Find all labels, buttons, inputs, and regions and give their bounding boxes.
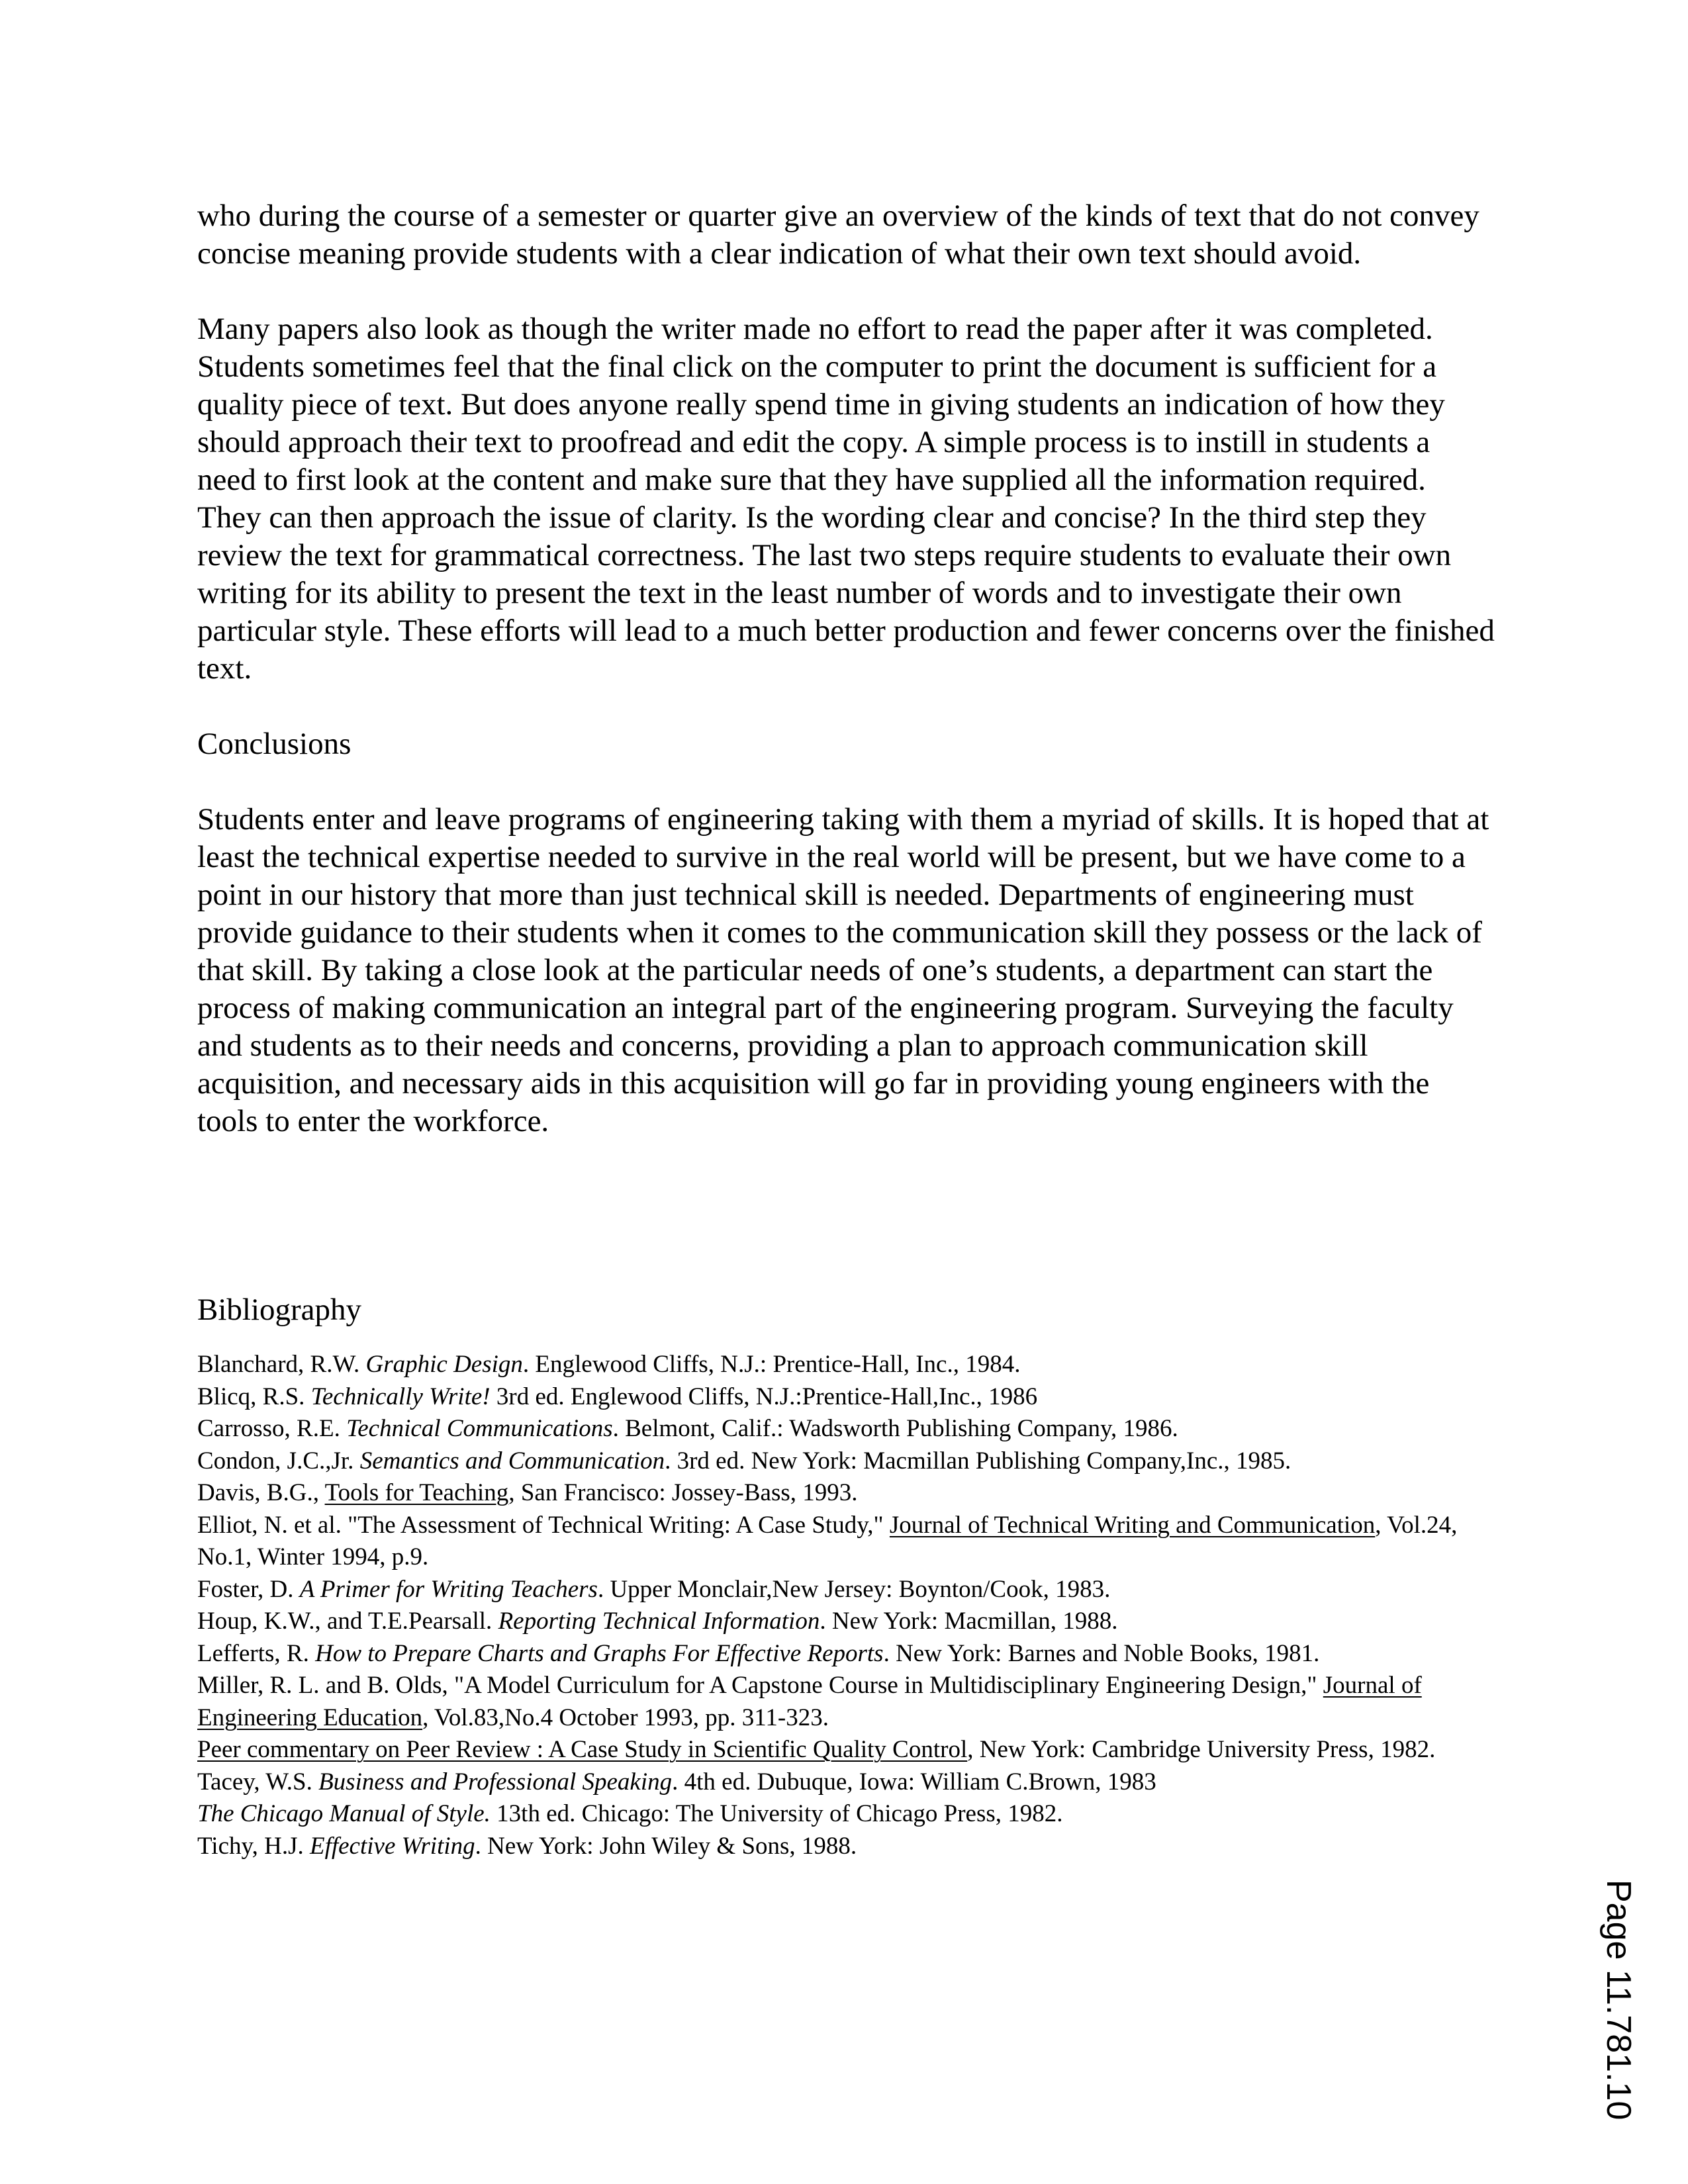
bibliography-entry: Foster, D. A Primer for Writing Teachers. Upper Monclair,New Jersey: Boynton/Cook, 1983. [197, 1575, 1111, 1603]
bibliography-entry: Lefferts, R. How to Prepare Charts and Graphs For Effective Reports. New York: Barnes and Noble Books, 1981. [197, 1639, 1320, 1667]
bibliography-heading: Bibliography [197, 1293, 362, 1327]
body-paragraph-1: who during the course of a semester or quarter give an overview of the kinds of text that do not convey concise meaning provide students with a clear indication of what their own text should avoid. [197, 199, 1479, 271]
bibliography-entry: Miller, R. L. and B. Olds, "A Model Curriculum for A Capstone Course in Multidisciplinary Engineering Design," Journal of Engineering Education, Vol.83,No.4 October 1993, pp. 311-323. [197, 1672, 1422, 1731]
conclusions-heading: Conclusions [197, 727, 352, 761]
bibliography-entry: Tichy, H.J. Effective Writing. New York: John Wiley & Sons, 1988. [197, 1832, 857, 1860]
bibliography-entry: Elliot, N. et al. "The Assessment of Technical Writing: A Case Study," Journal of Technical Writing and Communication, Vol.24, No.1, Winter 1994, p.9. [197, 1511, 1458, 1570]
bibliography-entry: Blicq, R.S. Technically Write! 3rd ed. Englewood Cliffs, N.J.:Prentice-Hall,Inc., 1986 [197, 1383, 1038, 1410]
bibliography-entry: Blanchard, R.W. Graphic Design. Englewood Cliffs, N.J.: Prentice-Hall, Inc., 1984. [197, 1351, 1021, 1378]
body-paragraph-2: Many papers also look as though the writer made no effort to read the paper after it was completed. Students sometimes feel that the final click on the computer to print the document is sufficient for a quality piece of text. But does anyone really spend time in giving students an indication of how they should approach their text to proofread and edit the copy. A simple process is to instill in students a need to first look at the content and make sure that they have supplied all the information required. They can then approach the issue of clarity. Is the wording clear and concise? In the third step they review the text for grammatical correctness. The last two steps require students to evaluate their own writing for its ability to present the text in the least number of words and to investigate their own particular style. These efforts will lead to a much better production and fewer concerns over the finished text. [197, 312, 1495, 686]
bibliography-entry: Carrosso, R.E. Technical Communications. Belmont, Calif.: Wadsworth Publishing Company, 1986. [197, 1415, 1178, 1442]
page-content [197, 197, 1495, 1862]
bibliography-entry: Tacey, W.S. Business and Professional Speaking. 4th ed. Dubuque, Iowa: William C.Brown, 1983 [197, 1768, 1156, 1796]
bibliography-entry: Davis, B.G., Tools for Teaching, San Francisco: Jossey-Bass, 1993. [197, 1479, 858, 1506]
conclusions-paragraph: Students enter and leave programs of engineering taking with them a myriad of skills. It is hoped that at least the technical expertise needed to survive in the real world will be present, but we have come to a point in our history that more than just technical skill is needed. Departments of engineering must provide guidance to their students when it comes to the communication skill they possess or the lack of that skill. By taking a close look at the particular needs of one’s students, a department can start the process of making communication an integral part of the engineering program. Surveying the faculty and students as to their needs and concerns, providing a plan to approach communication skill acquisition, and necessary aids in this acquisition will go far in providing young engineers with the tools to enter the workforce. [197, 802, 1489, 1138]
bibliography-entry: Peer commentary on Peer Review : A Case Study in Scientific Quality Control, New York: Cambridge University Press, 1982. [197, 1736, 1436, 1763]
page-number: Page 11.781.10 [1599, 1880, 1638, 2120]
bibliography-list [197, 1349, 1495, 1862]
bibliography-entry: The Chicago Manual of Style. 13th ed. Chicago: The University of Chicago Press, 1982. [197, 1800, 1063, 1827]
bibliography-entry: Condon, J.C.,Jr. Semantics and Communication. 3rd ed. New York: Macmillan Publishing Company,Inc., 1985. [197, 1447, 1291, 1475]
bibliography-entry: Houp, K.W., and T.E.Pearsall. Reporting Technical Information. New York: Macmillan, 1988. [197, 1608, 1118, 1635]
